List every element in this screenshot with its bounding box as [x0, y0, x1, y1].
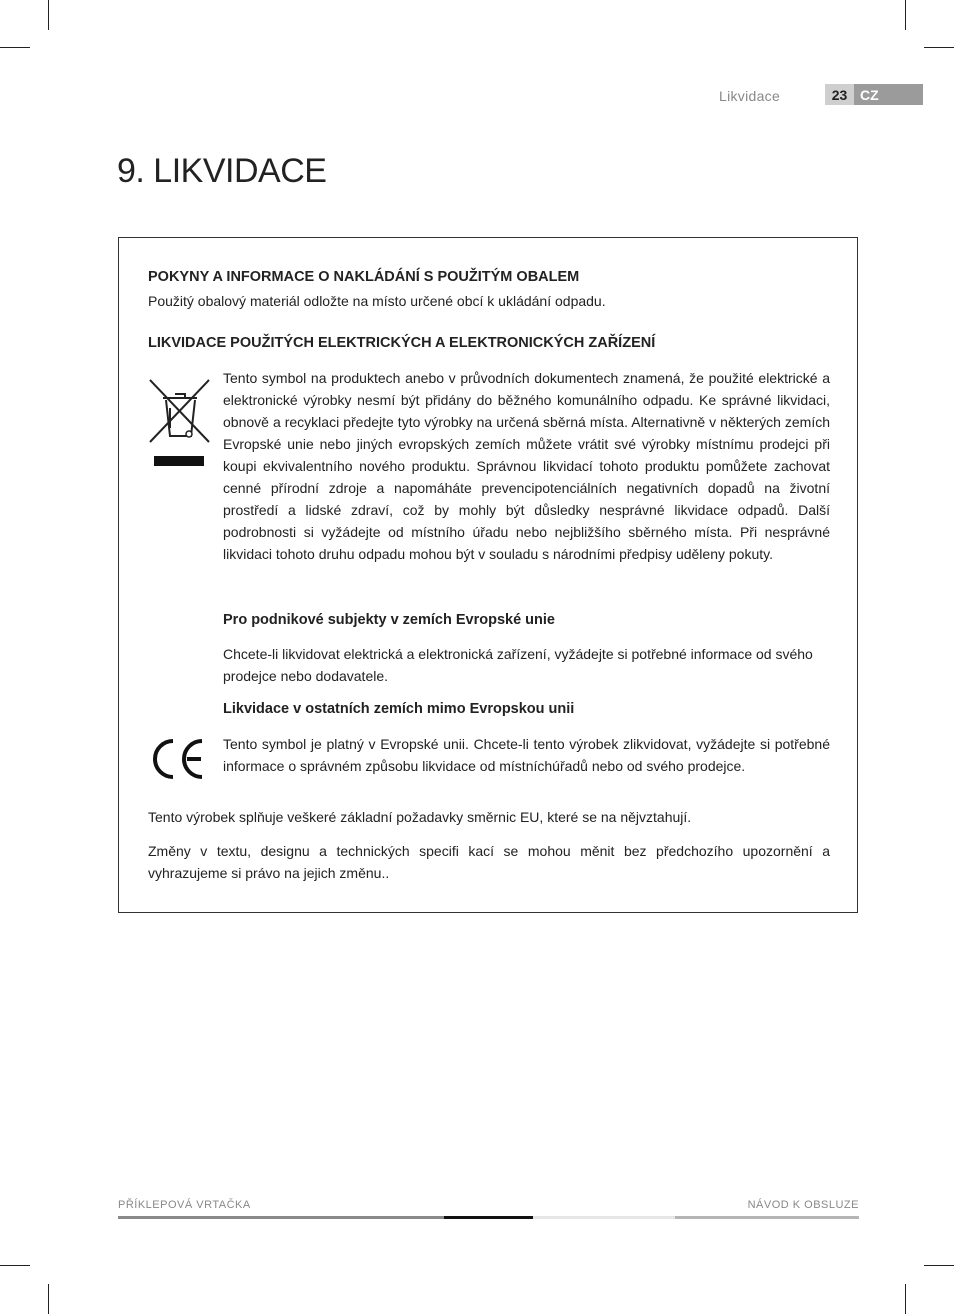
business-eu-text: Chcete-li likvidovat elektrická a elektronická zařízení, vyžádejte si potřebné informace od svého prodejce nebo dodavatele. — [223, 646, 813, 684]
language-code: CZ — [854, 84, 923, 105]
outside-eu-text: Tento symbol je platný v Evropské unii. Chcete-li tento výrobek zlikvidovat, vyžádejte si potřebné informace o správném způsobu likvidace od místníchúřadů nebo od svého prodejce. — [223, 736, 830, 774]
disposal-info-box — [118, 237, 858, 913]
page-number: 23 — [825, 84, 854, 105]
crop-mark — [0, 47, 30, 48]
footer-bar-segment — [675, 1216, 859, 1219]
packaging-text: Použitý obalový materiál odložte na místo určené obcí k ukládání odpadu. — [148, 293, 606, 309]
crop-mark — [905, 1284, 906, 1314]
footer-product-name: PŘÍKLEPOVÁ VRTAČKA — [118, 1199, 251, 1211]
compliance-text: Tento výrobek splňuje veškeré základní požadavky směrnic EU, které se na nějvztahují. — [148, 809, 692, 825]
crop-mark — [0, 1265, 30, 1266]
header-section-label: Likvidace — [719, 88, 781, 104]
electronics-heading: LIKVIDACE POUŽITÝCH ELEKTRICKÝCH A ELEKTRONICKÝCH ZAŘÍZENÍ — [148, 335, 656, 351]
crossed-out-wheeled-bin-icon — [149, 376, 211, 468]
ce-mark-icon — [149, 736, 209, 782]
packaging-heading: POKYNY A INFORMACE O NAKLÁDÁNÍ S POUŽITÝM OBALEM — [148, 269, 580, 285]
footer-bar-segment — [444, 1216, 533, 1219]
changes-text: Změny v textu, designu a technických specifi kací se mohou měnit bez předchozího upozornění a vyhrazujeme si právo na jejich změnu.. — [148, 843, 830, 881]
footer-bar-segment — [533, 1216, 675, 1219]
page-title: 9. LIKVIDACE — [117, 152, 327, 190]
crop-mark — [905, 0, 906, 30]
crop-mark — [48, 0, 49, 30]
outside-eu-heading: Likvidace v ostatních zemích mimo Evropskou unii — [223, 701, 575, 717]
footer-manual-label: NÁVOD K OBSLUZE — [747, 1199, 859, 1211]
crop-mark — [924, 47, 954, 48]
footer-bar-segment — [118, 1216, 444, 1219]
crop-mark — [924, 1265, 954, 1266]
electronics-text: Tento symbol na produktech anebo v průvodních dokumentech znamená, že použité elektrické a elektronické výrobky nesmí být přidány do běžného komunálního odpadu. Ke správné likvidaci, obnově a recyklaci předejte tyto výrobky na určená sběrná místa. Alternativně v některých zemích Evropské unie nebo jiných evropských zemích můžete vrátit své výrobky místnímu prodejci při koupi ekvivalentního nového produktu. Správnou likvidací tohoto produktu pomůžete zachovat cenné přírodní zdroje a napomáháte prevencipotenciálních negativních dopadů na životní prostředí a lidské zdraví, což by mohly být důsledky nesprávné likvidace odpadů. Další podrobnosti si vyžádejte od místního úřadu nebo nejbližšího sběrného místa. Při nesprávné likvidaci tohoto druhu odpadu mohou být v souladu s národními předpisy uděleny pokuty. — [223, 370, 830, 562]
business-eu-heading: Pro podnikové subjekty v zemích Evropské unie — [223, 612, 555, 628]
crop-mark — [48, 1284, 49, 1314]
